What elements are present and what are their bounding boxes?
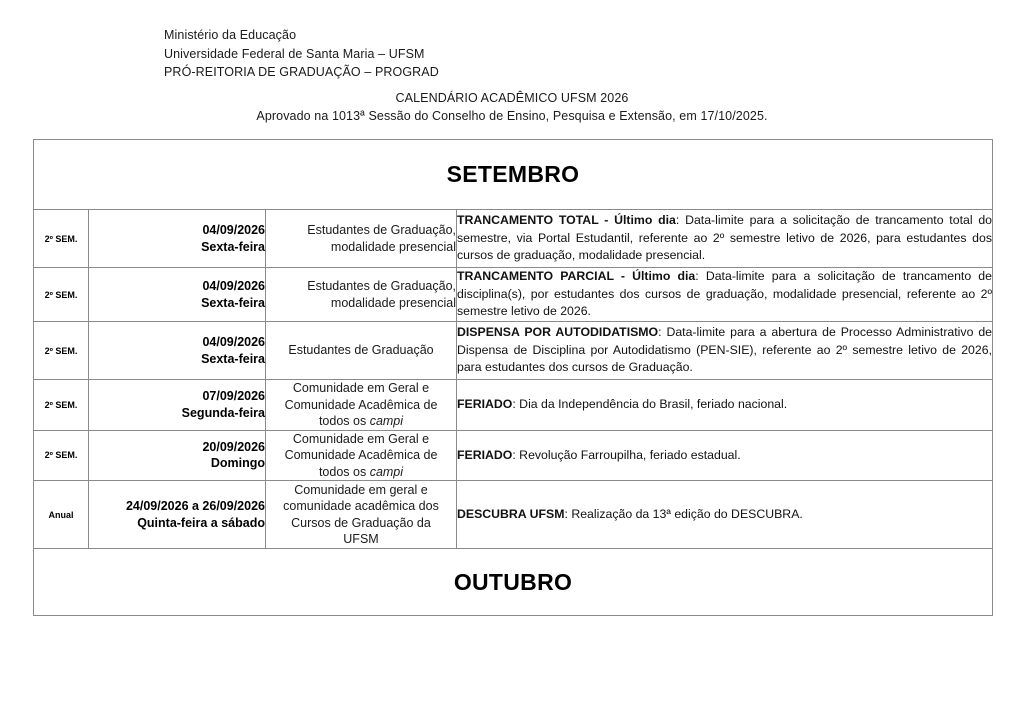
row-description-body: Data-limite para a solicitação de trancamento total do semestre, via Portal Estudantil, referente ao 2º semestre letivo de 2026, para estudantes dos cursos de graduação, modalidade presencial.	[457, 213, 992, 263]
row-semester: 2º SEM.	[34, 380, 89, 431]
table-row	[34, 430, 993, 481]
row-description-separator: :	[512, 397, 516, 411]
row-description	[457, 481, 993, 549]
row-description-separator: :	[695, 269, 699, 284]
month-name-setembro: SETEMBRO	[446, 161, 580, 187]
table-row	[34, 481, 993, 549]
row-semester: 2º SEM.	[34, 430, 89, 481]
row-audience	[266, 481, 457, 549]
row-audience-line-3-italic: campi	[369, 464, 404, 479]
month-header-row-setembro	[34, 140, 993, 210]
row-audience-line-2: Comunidade Acadêmica de	[284, 448, 438, 462]
row-audience-line-3-italic: campi	[369, 414, 404, 428]
row-audience-line-1: Comunidade em Geral e	[292, 381, 430, 395]
row-date-value: 04/09/2026	[202, 223, 265, 237]
row-description-separator: :	[658, 325, 662, 340]
row-description-body: Realização da 13ª edição do DESCUBRA.	[567, 506, 803, 521]
row-description-body: Data-limite para a abertura de Processo Administrativo de Dispensa de Disciplina por Autodidatismo (PEN-SIE), referente ao 2º semestre letivo de 2026, para estudantes dos cursos de Graduação.	[457, 325, 992, 375]
month-name-outubro: OUTUBRO	[453, 568, 573, 595]
row-description	[457, 210, 993, 268]
row-audience-line-2: modalidade presencial	[330, 239, 456, 254]
row-weekday-value: Sexta-feira	[201, 295, 265, 310]
row-description-title: DISPENSA POR AUTODIDATISMO	[457, 325, 659, 340]
row-date	[89, 380, 266, 431]
row-date-value: 20/09/2026	[202, 439, 265, 454]
row-date	[89, 322, 266, 380]
row-description	[457, 430, 993, 481]
row-audience	[266, 268, 457, 322]
row-date	[89, 481, 266, 549]
row-audience	[266, 380, 457, 431]
row-description-title: FERIADO	[457, 397, 513, 411]
row-date	[89, 210, 266, 268]
row-description-body: Dia da Independência do Brasil, feriado nacional.	[515, 397, 788, 411]
document-title-block	[0, 90, 1024, 125]
row-audience-line-2: modalidade presencial	[330, 295, 456, 310]
document-approval-note: Aprovado na 1013ª Sessão do Conselho de Ensino, Pesquisa e Extensão, em 17/10/2025.	[256, 109, 768, 123]
row-description-body: Revolução Farroupilha, feriado estadual.	[515, 447, 741, 462]
institution-line-university: Universidade Federal de Santa Maria – UFSM	[164, 46, 425, 61]
row-semester: 2º SEM.	[34, 268, 89, 322]
row-description-title: TRANCAMENTO TOTAL - Último dia	[457, 213, 676, 228]
institution-line-ministry: Ministério da Educação	[164, 28, 297, 42]
row-audience	[266, 322, 457, 380]
row-weekday-value: Quinta-feira a sábado	[137, 515, 265, 530]
row-date	[89, 430, 266, 481]
row-description-separator: :	[564, 506, 568, 521]
row-description-title: DESCUBRA UFSM	[457, 506, 565, 521]
row-audience-line-1: Comunidade em geral e	[294, 482, 428, 497]
row-audience-line-2: Comunidade Acadêmica de	[284, 397, 438, 412]
row-audience-line-4: UFSM	[343, 532, 379, 546]
row-semester: Anual	[34, 481, 89, 549]
month-header-cell-outubro	[34, 549, 993, 616]
table-row	[34, 380, 993, 431]
row-audience-line-3-prefix: todos os	[318, 464, 370, 479]
row-description-body: Data-limite para a solicitação de trancamento de disciplina(s), por estudantes dos cursos de graduação, modalidade presencial, referente ao 2º semestre letivo de 2026.	[457, 269, 992, 319]
row-description-title: FERIADO	[457, 447, 513, 462]
row-audience	[266, 430, 457, 481]
row-audience-line-1: Estudantes de Graduação	[288, 343, 434, 358]
row-audience-line-3-prefix: todos os	[318, 414, 370, 428]
row-semester: 2º SEM.	[34, 322, 89, 380]
row-description	[457, 380, 993, 431]
institution-header	[164, 26, 439, 82]
table-row	[34, 322, 993, 380]
month-header-cell-setembro	[34, 140, 993, 210]
row-date-value: 24/09/2026 a 26/09/2026	[125, 499, 265, 513]
table-row	[34, 268, 993, 322]
table-row	[34, 210, 993, 268]
row-date-value: 07/09/2026	[202, 389, 265, 404]
row-description-separator: :	[675, 213, 680, 228]
row-description-title: TRANCAMENTO PARCIAL - Último dia	[457, 269, 696, 284]
row-semester: 2º SEM.	[34, 210, 89, 268]
row-date	[89, 268, 266, 322]
row-audience-line-1: Estudantes de Graduação,	[307, 279, 456, 293]
row-weekday-value: Sexta-feira	[201, 351, 265, 366]
row-description	[457, 268, 993, 322]
row-audience	[266, 210, 457, 268]
page-title: CALENDÁRIO ACADÊMICO UFSM 2026	[395, 91, 629, 105]
row-audience-line-2: comunidade acadêmica dos	[283, 499, 439, 513]
institution-line-prograd: PRÓ-REITORIA DE GRADUAÇÃO – PROGRAD	[164, 65, 439, 79]
row-audience-line-1: Estudantes de Graduação,	[307, 223, 456, 237]
row-audience-line-3: Cursos de Graduação da	[291, 515, 431, 530]
calendar-table	[33, 139, 993, 616]
row-weekday-value: Domingo	[210, 456, 265, 471]
row-description	[457, 322, 993, 380]
row-date-value: 04/09/2026	[202, 279, 265, 293]
row-date-value: 04/09/2026	[202, 335, 265, 349]
month-header-row-outubro	[34, 549, 993, 616]
row-weekday-value: Sexta-feira	[201, 239, 265, 254]
row-description-separator: :	[512, 447, 516, 462]
row-audience-line-1: Comunidade em Geral e	[292, 431, 430, 446]
row-weekday-value: Segunda-feira	[181, 405, 265, 420]
